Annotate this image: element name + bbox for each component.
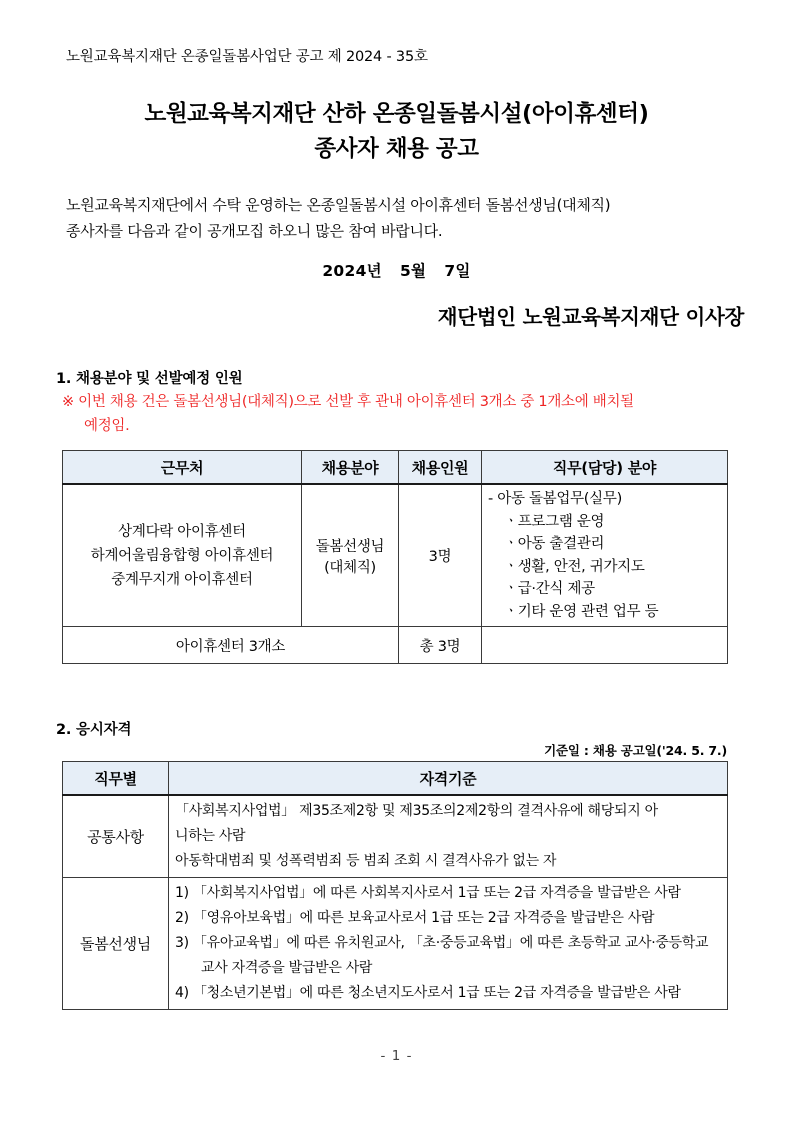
criteria-line: 아동학대범죄 및 성폭력범죄 등 범죄 조회 시 결격사유가 없는 자	[175, 853, 557, 869]
worksite-item: 하계어울림융합형 아이휴센터	[90, 547, 274, 564]
field-line-2: (대체직)	[324, 559, 376, 576]
criteria-line: 1) 「사회복지사업법」에 따른 사회복지사로서 1급 또는 2급 자격증을 발급받은 사람	[175, 885, 681, 901]
duty-item: ㆍ아동 출결관리	[504, 536, 605, 552]
duty-item: ㆍ생활, 안전, 귀가지도	[504, 558, 645, 575]
criteria-line: 니하는 사람	[175, 828, 246, 844]
announcement-date	[0, 259, 793, 281]
field-line-1: 돌봄선생님	[315, 538, 385, 555]
date-day: 7일	[444, 262, 471, 280]
cell-criteria-caregiver	[169, 878, 728, 1010]
title-line-2: 종사자 채용 공고	[314, 136, 479, 162]
section-1-note	[62, 390, 752, 438]
col-header-duties: 직무(담당) 분야	[482, 451, 728, 485]
document-header-notice: 노원교육복지재단 온종일돌봄사업단 공고 제 2024 - 35호	[66, 49, 428, 65]
cell-total-empty	[482, 627, 728, 664]
cell-total-label: 아이휴센터 3개소	[63, 627, 399, 664]
duty-item: ㆍ기타 운영 관련 업무 등	[504, 603, 659, 620]
note-line-1: ※ 이번 채용 건은 돌봄선생님(대체직)으로 선발 후 관내 아이휴센터 3개소 중 1개소에 배치될	[62, 394, 634, 410]
col-header-criteria: 자격기준	[169, 762, 728, 796]
table-header-row	[63, 762, 728, 796]
intro-line-1: 노원교육복지재단에서 수탁 운영하는 온종일돌봄시설 아이휴센터 돌봄선생님(대체직)	[66, 196, 611, 214]
signature-line: 재단법인 노원교육복지재단 이사장	[437, 305, 744, 329]
worksite-item: 중계무지개 아이휴센터	[111, 571, 253, 588]
cell-field	[302, 484, 399, 627]
col-header-job-type: 직무별	[63, 762, 169, 796]
cell-total-headcount: 총 3명	[399, 627, 482, 664]
duties-title: - 아동 돌봄업무(실무)	[488, 491, 622, 507]
col-header-headcount: 채용인원	[399, 451, 482, 485]
title-line-1: 노원교육복지재단 산하 온종일돌봄시설(아이휴센터)	[144, 101, 649, 127]
cell-headcount: 3명	[399, 484, 482, 627]
criteria-line: 「사회복지사업법」 제35조제2항 및 제35조의2제2항의 결격사유에 해당되지 아	[175, 803, 658, 819]
recruitment-table	[62, 450, 728, 664]
qualification-table	[62, 761, 728, 1010]
cell-job-type-common: 공통사항	[63, 795, 169, 878]
cell-criteria-common	[169, 795, 728, 878]
worksite-item: 상계다락 아이휴센터	[118, 523, 246, 540]
reference-date: 기준일 : 채용 공고일('24. 5. 7.)	[544, 743, 727, 758]
criteria-line: 3) 「유아교육법」에 따른 유치원교사, 「초·중등교육법」에 따른 초등학교 교사·중등학교	[175, 935, 709, 951]
cell-job-type-caregiver: 돌봄선생님	[63, 878, 169, 1010]
col-header-field: 채용분야	[302, 451, 399, 485]
duty-item: ㆍ급·간식 제공	[504, 581, 595, 597]
duty-item: ㆍ프로그램 운영	[504, 513, 605, 530]
note-line-2: 예정임.	[84, 418, 130, 434]
table-header-row	[63, 451, 728, 485]
section-1-heading: 1. 채용분야 및 선발예정 인원	[56, 371, 243, 387]
page-title	[0, 97, 793, 167]
criteria-line: 2) 「영유아보육법」에 따른 보육교사로서 1급 또는 2급 자격증을 발급받은 사람	[175, 910, 655, 926]
section-2-heading: 2. 응시자격	[56, 722, 132, 738]
table-row	[63, 878, 728, 1010]
table-total-row	[63, 627, 728, 664]
page-number: - 1 -	[380, 1048, 413, 1064]
cell-duties	[482, 484, 728, 627]
col-header-worksite: 근무처	[63, 451, 302, 485]
intro-line-2: 종사자를 다음과 같이 공개모집 하오니 많은 참여 바랍니다.	[66, 222, 443, 240]
criteria-line-continued: 교사 자격증을 발급받은 사람	[201, 960, 373, 976]
cell-worksites	[63, 484, 302, 627]
table-row	[63, 795, 728, 878]
intro-paragraph	[66, 192, 746, 244]
date-year: 2024년	[322, 262, 382, 280]
criteria-line: 4) 「청소년기본법」에 따른 청소년지도사로서 1급 또는 2급 자격증을 발급받은 사람	[175, 985, 681, 1001]
table-row	[63, 484, 728, 627]
date-month: 5월	[399, 262, 427, 280]
